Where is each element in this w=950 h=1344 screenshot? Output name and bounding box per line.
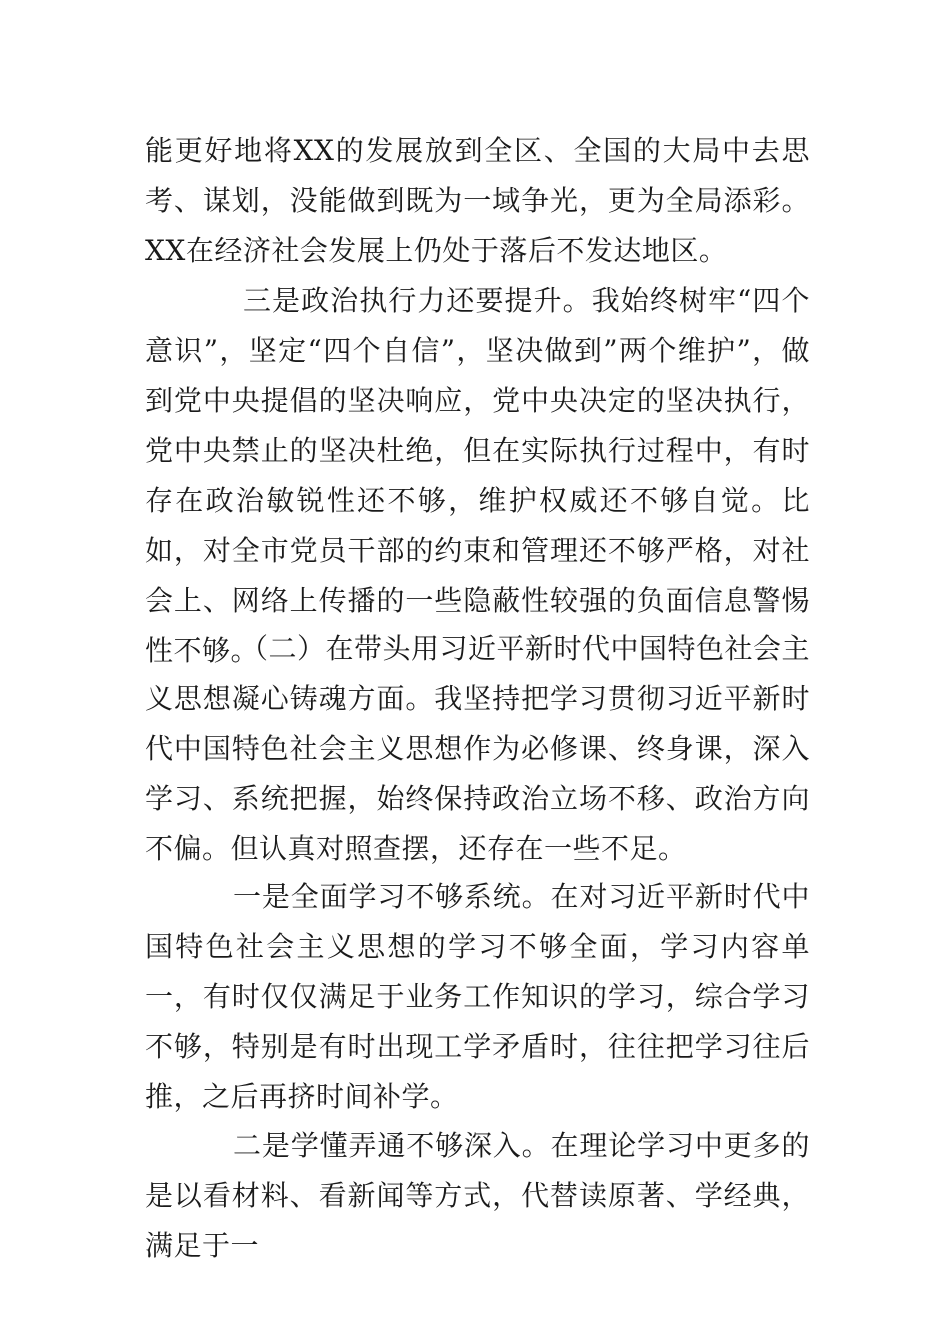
paragraph-point-two: 二是学懂弄通不够深入。在理论学习中更多的是以看材料、看新闻等方式，代替读原著、学经典，满足于一 [145, 1129, 810, 1262]
paragraph-political-execution: 三是政治执行力还要提升。我始终树牢“四个意识”，坚定“四个自信”，坚决做到”两个维护”，做到党中央提倡的坚决响应，党中央决定的坚决执行，党中央禁止的坚决杜绝，但在实际执行过程中，有时存在政治敏锐性还不够，维护权威还不够自觉。比如，对全市党员干部的约束和管理还不够严格，对社会上、网络上传播的一些隐蔽性较强的负面信息警惕性不够。 [145, 284, 810, 667]
paragraph-continuation: 能更好地将XX的发展放到全区、全国的大局中去思考、谋划，没能做到既为一域争光，更为全局添彩。XX在经济社会发展上仍处于落后不发达地区。 [145, 134, 810, 267]
paragraph-section-two: （二）在带头用习近平新时代中国特色社会主义思想凝心铸魂方面。我坚持把学习贯彻习近平新时代中国特色社会主义思想作为必修课、终身课，深入学习、系统把握，始终保持政治立场不移、政治方向不偏。但认真对照查摆，还存在一些不足。 [145, 632, 811, 865]
paragraph-point-one: 一是全面学习不够系统。在对习近平新时代中国特色社会主义思想的学习不够全面，学习内容单一，有时仅仅满足于业务工作知识的学习，综合学习不够，特别是有时出现工学矛盾时，往往把学习往后推，之后再挤时间补学。 [145, 880, 810, 1113]
